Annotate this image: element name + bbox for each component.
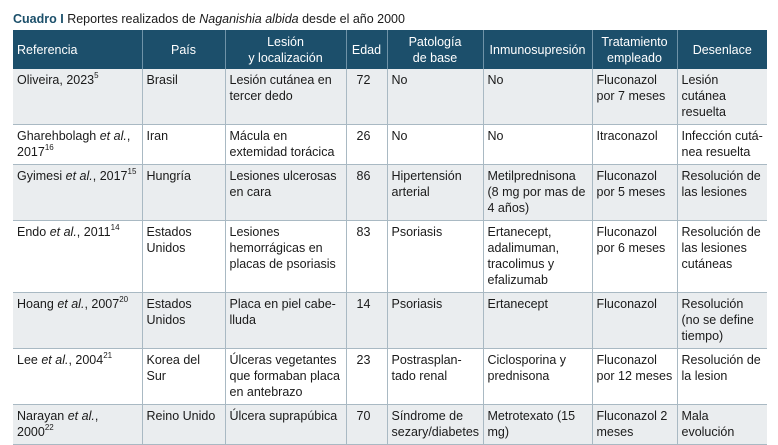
cell-desenlace: Resolución de las lesiones xyxy=(677,165,767,221)
cell-tratamiento: Itraconazol xyxy=(592,125,677,165)
header-row xyxy=(13,30,767,69)
cell-inmunosupresion: Ertanecept, adalimuman, tracolimus y efalizumab xyxy=(483,221,592,293)
cell-lesion: Úlcera suprapúbica xyxy=(225,405,346,445)
cell-referencia xyxy=(13,293,142,349)
cell-tratamiento: Fluconazol por 7 meses xyxy=(592,69,677,125)
cell-patologia: No xyxy=(387,125,483,165)
cell-referencia xyxy=(13,165,142,221)
cell-desenlace: Resolución de las lesiones cutáneas xyxy=(677,221,767,293)
ref-year: , 2007 xyxy=(84,297,120,311)
cell-patologia: Postrasplan-tado renal xyxy=(387,349,483,405)
header-pais: País xyxy=(142,30,225,69)
cell-desenlace: Mala evolución xyxy=(677,405,767,445)
ref-author: Oliveira xyxy=(17,73,60,87)
cell-patologia: Hipertensión arterial xyxy=(387,165,483,221)
cell-lesion: Placa en piel cabe-lluda xyxy=(225,293,346,349)
ref-year: , 2017 xyxy=(17,129,131,159)
ref-author: Hoang xyxy=(17,297,54,311)
header-tratamiento: Tratamiento empleado xyxy=(592,30,677,69)
ref-citation-number: 5 xyxy=(94,70,99,80)
cell-pais: Korea del Sur xyxy=(142,349,225,405)
cell-inmunosupresion: Metrotexato (15 mg) xyxy=(483,405,592,445)
ref-author: Lee xyxy=(17,353,38,367)
cell-inmunosupresion: Ertanecept xyxy=(483,293,592,349)
cell-edad: 26 xyxy=(346,125,387,165)
caption-label: Cuadro I xyxy=(13,12,64,26)
cell-referencia xyxy=(13,69,142,125)
header-inmunosupresion: Inmunosupresión xyxy=(483,30,592,69)
cell-lesion: Úlceras vegetantes que formaban placa en antebrazo xyxy=(225,349,346,405)
cell-patologia: No xyxy=(387,69,483,125)
cell-desenlace: Lesión cutánea resuelta xyxy=(677,69,767,125)
ref-citation-number: 21 xyxy=(103,350,113,360)
cell-edad: 70 xyxy=(346,405,387,445)
table-row xyxy=(13,293,767,349)
cell-patologia: Psoriasis xyxy=(387,221,483,293)
cell-patologia: Psoriasis xyxy=(387,293,483,349)
cell-desenlace: Resolución (no se define tiempo) xyxy=(677,293,767,349)
ref-etal: et al. xyxy=(41,353,69,367)
header-desenlace: Desenlace xyxy=(677,30,767,69)
table-row xyxy=(13,165,767,221)
table-caption xyxy=(13,10,767,30)
header-referencia: Referencia xyxy=(13,30,142,69)
cell-edad: 14 xyxy=(346,293,387,349)
ref-citation-number: 16 xyxy=(44,142,54,152)
cell-tratamiento: Fluconazol por 6 meses xyxy=(592,221,677,293)
ref-etal: et al. xyxy=(67,409,95,423)
cell-pais: Reino Unido xyxy=(142,405,225,445)
cell-pais: Estados Unidos xyxy=(142,221,225,293)
table-row xyxy=(13,125,767,165)
cell-inmunosupresion: Metilprednisona (8 mg por mas de 4 años) xyxy=(483,165,592,221)
cell-pais: Brasil xyxy=(142,69,225,125)
table-body xyxy=(13,69,767,445)
caption-text-after: desde el año 2000 xyxy=(302,12,405,26)
cell-lesion: Lesiones hemorrágicas en placas de psoriasis xyxy=(225,221,346,293)
table-row xyxy=(13,221,767,293)
cell-referencia xyxy=(13,221,142,293)
cell-inmunosupresion: No xyxy=(483,125,592,165)
ref-citation-number: 15 xyxy=(127,166,137,176)
ref-citation-number: 22 xyxy=(44,422,54,432)
cell-referencia xyxy=(13,125,142,165)
ref-year: , 2023 xyxy=(59,73,95,87)
header-edad: Edad xyxy=(346,30,387,69)
header-lesion: Lesión y localización xyxy=(225,30,346,69)
ref-year: , 2000 xyxy=(17,409,99,439)
ref-etal: et al. xyxy=(57,297,85,311)
caption-species: Naganishia albida xyxy=(199,12,299,26)
cell-pais: Estados Unidos xyxy=(142,293,225,349)
cell-inmunosupresion: No xyxy=(483,69,592,125)
table-row xyxy=(13,349,767,405)
cell-lesion: Lesión cutánea en tercer dedo xyxy=(225,69,346,125)
ref-etal: et al. xyxy=(65,169,93,183)
ref-year: , 2004 xyxy=(68,353,104,367)
reports-table xyxy=(13,30,767,445)
ref-etal: et al. xyxy=(49,225,77,239)
cell-referencia xyxy=(13,349,142,405)
cell-patologia: Síndrome de sezary/diabetes xyxy=(387,405,483,445)
table-row xyxy=(13,405,767,445)
cell-lesion: Mácula en extemidad torácica xyxy=(225,125,346,165)
caption-text-before: Reportes realizados de xyxy=(67,12,196,26)
ref-author: Gharehbolagh xyxy=(17,129,97,143)
cell-desenlace: Resolución de la lesion xyxy=(677,349,767,405)
cell-tratamiento: Fluconazol 2 meses xyxy=(592,405,677,445)
ref-year: , 2011 xyxy=(76,225,111,239)
ref-author: Narayan xyxy=(17,409,65,423)
cell-desenlace: Infección cutá-nea resuelta xyxy=(677,125,767,165)
cell-tratamiento: Fluconazol xyxy=(592,293,677,349)
cell-pais: Hungría xyxy=(142,165,225,221)
cell-referencia xyxy=(13,405,142,445)
cell-edad: 72 xyxy=(346,69,387,125)
cell-pais: Iran xyxy=(142,125,225,165)
cell-lesion: Lesiones ulcerosas en cara xyxy=(225,165,346,221)
cell-inmunosupresion: Ciclosporina y prednisona xyxy=(483,349,592,405)
ref-citation-number: 14 xyxy=(110,222,120,232)
cell-edad: 86 xyxy=(346,165,387,221)
cell-tratamiento: Fluconazol por 12 meses xyxy=(592,349,677,405)
ref-citation-number: 20 xyxy=(119,294,129,304)
table-container xyxy=(13,10,767,445)
ref-etal: et al. xyxy=(99,129,127,143)
cell-edad: 23 xyxy=(346,349,387,405)
cell-edad: 83 xyxy=(346,221,387,293)
header-patologia: Patología de base xyxy=(387,30,483,69)
table-row xyxy=(13,69,767,125)
ref-author: Gyimesi xyxy=(17,169,63,183)
cell-tratamiento: Fluconazol por 5 meses xyxy=(592,165,677,221)
ref-year: , 2017 xyxy=(92,169,128,183)
ref-author: Endo xyxy=(17,225,47,239)
